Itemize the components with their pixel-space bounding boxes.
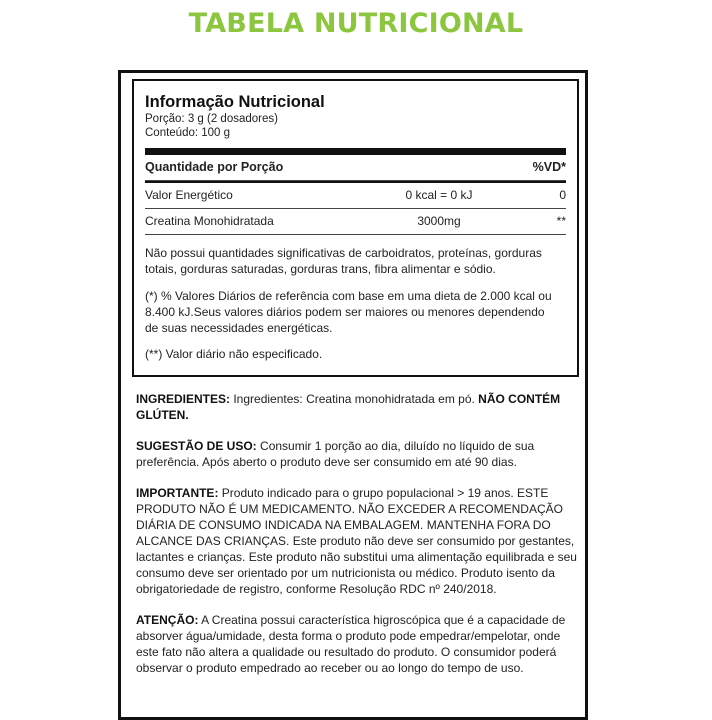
product-info bbox=[136, 391, 581, 691]
nutrition-notes bbox=[145, 245, 566, 362]
nutrition-facts-panel bbox=[132, 79, 579, 377]
table-row bbox=[145, 209, 566, 235]
nutrient-amount: 0 kcal = 0 kJ bbox=[405, 188, 473, 202]
table-row bbox=[145, 183, 566, 209]
usage-paragraph bbox=[136, 438, 581, 470]
usage-text: Consumir 1 porção ao dia, diluído no líquido de sua preferência. Após aberto o produto deve ser consumido em até 90 dias. bbox=[136, 439, 535, 469]
important-text: Produto indicado para o grupo populacional > 19 anos. ESTE PRODUTO NÃO É UM MEDICAMENTO. NÃO EXCEDER A RECOMENDAÇÃO DIÁRIA DE CONSUMO INDICADA NA EMBALAGEM. MANTENHA FORA DO ALCANCE DAS CRIANÇAS. Este produto não deve ser consumido por gestantes, lactantes e crianças. Este produto não substitui uma alimentação equilibrada e seu consumo deve ser orientado por um nutricionista ou médico. Produto isento da obrigatoriedade de registro, conforme Resolução RDC nº 240/2018. bbox=[136, 486, 577, 596]
nutrition-title: Informação Nutricional bbox=[145, 93, 325, 111]
attention-label: ATENÇÃO: bbox=[136, 613, 199, 627]
usage-label: SUGESTÃO DE USO: bbox=[136, 439, 257, 453]
gluten-free-text: NÃO CONTÉM GLÚTEN. bbox=[136, 392, 561, 422]
page-title: TABELA NUTRICIONAL bbox=[188, 8, 524, 39]
note-unspecified: (**) Valor diário não especificado. bbox=[145, 347, 323, 361]
nutrient-amount: 3000mg bbox=[417, 214, 461, 228]
ingredients-paragraph bbox=[136, 391, 581, 423]
note-daily-values: (*) % Valores Diários de referência com base em uma dieta de 2.000 kcal ou 8.400 kJ.Seus valores diários podem ser maiores ou menores dependendo de suas necessidades energéticas. bbox=[145, 289, 552, 335]
portion-text: Porção: 3 g (2 dosadores) bbox=[145, 113, 278, 125]
thick-divider bbox=[145, 148, 566, 155]
note-insignificant: Não possui quantidades significativas de carboidratos, proteínas, gorduras totais, gorduras saturadas, gorduras trans, fibra alimentar e sódio. bbox=[145, 246, 542, 276]
header-quantity-label: Quantidade por Porção bbox=[145, 160, 284, 174]
header-vd-label: %VD* bbox=[532, 160, 566, 174]
important-label: IMPORTANTE: bbox=[136, 486, 219, 500]
attention-text: A Creatina possui característica higroscópica que é a capacidade de absorver água/umidade, desta forma o produto pode empedrar/empelotar, onde este fato não altera a qualidade ou resultado do produto. O consumidor poderá observar o produto empedrado ao receber ou ao longo do tempo de uso. bbox=[136, 613, 566, 675]
nutrient-name: Valor Energético bbox=[145, 188, 233, 202]
ingredients-label: INGREDIENTES: bbox=[136, 392, 231, 406]
important-paragraph bbox=[136, 485, 581, 597]
attention-paragraph bbox=[136, 612, 581, 676]
table-header-row bbox=[145, 155, 566, 181]
nutrient-name: Creatina Monohidratada bbox=[145, 214, 274, 228]
product-label bbox=[118, 70, 588, 720]
ingredients-text: Ingredientes: Creatina monohidratada em pó. bbox=[230, 392, 479, 406]
content-text: Conteúdo: 100 g bbox=[145, 127, 231, 139]
nutrient-vd: 0 bbox=[559, 188, 566, 202]
nutrient-vd: ** bbox=[556, 214, 566, 228]
